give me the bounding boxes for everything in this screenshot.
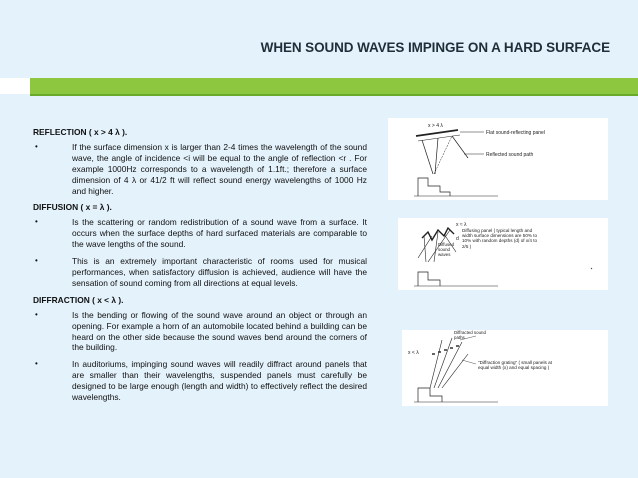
stage-steps	[418, 388, 442, 402]
bullet-diffusion-1	[33, 217, 367, 250]
label-grating: "Diffraction grating" ( small panels at equal width (x) and equal spacing )	[478, 360, 552, 371]
diffusion-diagram	[398, 218, 608, 290]
text-column	[33, 127, 367, 409]
diffraction-figure	[402, 330, 608, 406]
bullet-icon: •	[35, 309, 38, 319]
band-green-segment	[30, 78, 638, 94]
section-heading-diffraction: DIFFRACTION ( x < λ ).	[33, 294, 124, 305]
bullet-icon: •	[35, 359, 38, 369]
bullet-icon: •	[35, 217, 38, 227]
band-white-segment	[0, 78, 30, 94]
label-panel: Diffusing panel ( typical length and width surface dimensions are 50% to 10% with random depths (d) of x/4 to 2/5 )	[462, 228, 538, 249]
label-x: x > 4 λ	[428, 123, 443, 129]
section-heading-reflection: REFLECTION ( x > 4 λ ).	[33, 127, 128, 137]
bullet-text: If the surface dimension x is larger than 2-4 times the wavelength of the sound wave, the angle of incidence <i will be equal to the angle of reflection <r . For example 1000Hz corresponds to a wavelength of 1.1ft.; therefore a surface dimension of 4 λ or 41/2 ft will reflect sound energy wavelengths of 1000 Hz and higher.	[72, 141, 367, 196]
bullet-text: This is an extremely important characteristic of rooms used for musical performances, when satisfactory diffusion is achieved, audience will have the sensation of sound coming from all directions at equal levels.	[72, 256, 367, 288]
label-waves: Diffracted sound paths	[454, 330, 486, 340]
page-title: WHEN SOUND WAVES IMPINGE ON A HARD SURFACE	[260, 40, 610, 55]
bullet-reflection-1	[33, 142, 367, 197]
diffraction-diagram	[402, 330, 608, 406]
bullet-icon: •	[35, 256, 38, 266]
bullet-text: Is the scattering or random redistribution of a sound wave from a surface. It occurs when the surface depths of hard surfaced materials are comparable to the wave lengths of the sound.	[72, 217, 367, 250]
bullet-icon: •	[35, 141, 38, 151]
bullet-text: Is the bending or flowing of the sound wave around an object or through an opening. For example a horn of an automobile located behind a building can be heard on the other side because the sound waves bend around the corners of the building.	[72, 309, 367, 353]
label-path: Reflected sound path	[486, 152, 534, 158]
bullet-diffusion-2	[33, 256, 367, 289]
reflecting-panel	[416, 130, 458, 136]
bullet-diffraction-2	[33, 359, 367, 403]
header-band	[0, 78, 638, 94]
label-x: x < λ	[408, 350, 419, 356]
reflection-diagram	[388, 118, 608, 200]
label-d: d	[456, 236, 459, 242]
reflection-figure	[388, 118, 608, 200]
stage-steps	[418, 272, 440, 286]
label-x: x ≈ λ	[456, 222, 467, 228]
label-waves: Diffused sound waves	[438, 242, 455, 256]
bullet-text: In auditoriums, impinging sound waves will readily diffract around panels that are smaller than their wavelengths, suspended panels must carefully be designed to be large enough (length and width) to effectively reflect the desired wavelengths.	[72, 359, 367, 403]
section-heading-diffusion: DIFFUSION ( x = λ ).	[33, 202, 112, 213]
diffusion-figure	[398, 218, 608, 290]
band-underline	[30, 94, 638, 96]
bullet-diffraction-1	[33, 310, 367, 354]
stage-steps	[418, 178, 450, 196]
label-panel: Flat sound-reflecting panel	[486, 130, 545, 136]
